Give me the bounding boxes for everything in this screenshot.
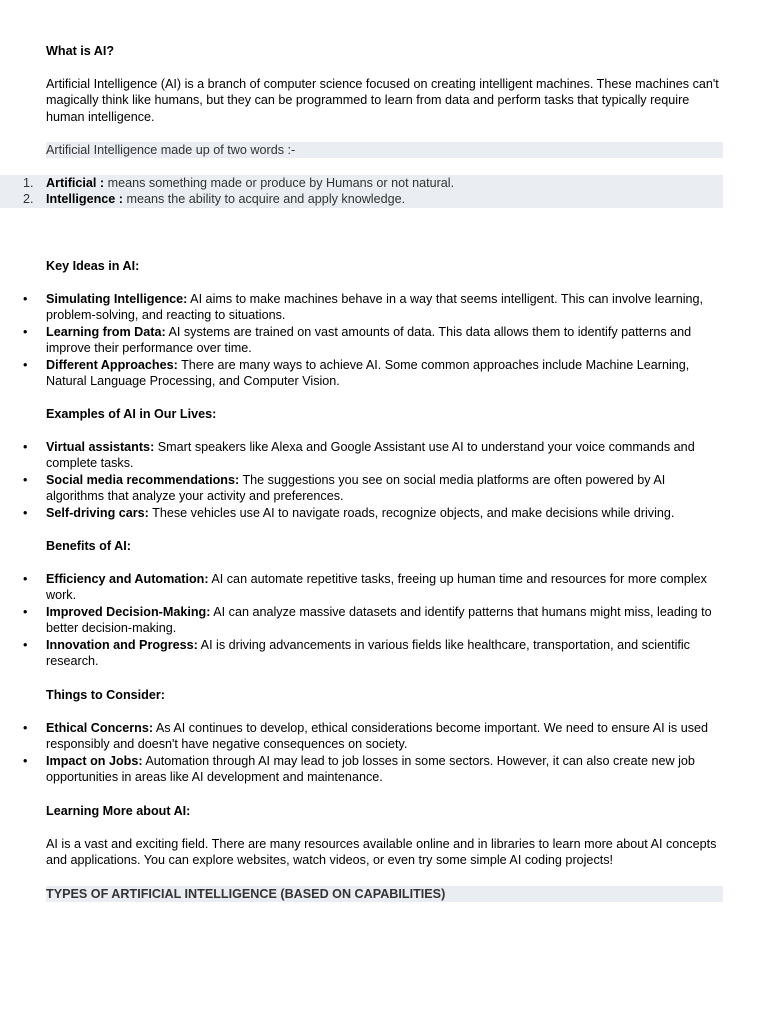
item-description: There are many ways to achieve AI. Some common approaches include Machine Learning, Natural Language Processing, and Computer Vision. bbox=[46, 357, 690, 389]
benefits-list bbox=[0, 571, 722, 669]
item-term: Social media recommendations: bbox=[46, 472, 240, 487]
benefits-heading: Benefits of AI: bbox=[46, 539, 131, 553]
list-number: 1. bbox=[23, 176, 34, 190]
types-of-ai-heading: TYPES OF ARTIFICIAL INTELLIGENCE (BASED ON CAPABILITIES) bbox=[46, 886, 723, 902]
bullet-icon: • bbox=[23, 440, 28, 454]
item-term: Impact on Jobs: bbox=[46, 753, 143, 768]
consider-heading: Things to Consider: bbox=[46, 688, 165, 702]
item-term: Learning from Data: bbox=[46, 324, 166, 339]
list-item bbox=[0, 175, 723, 191]
learning-paragraph: AI is a vast and exciting field. There are many resources available online and in libraries to learn more about AI concepts and applications. You can explore websites, watch videos, or even try some simple AI coding projects! bbox=[46, 837, 717, 868]
item-term: Ethical Concerns: bbox=[46, 721, 154, 735]
bullet-icon: • bbox=[23, 357, 28, 372]
item-description: The suggestions you see on social media platforms are often powered by AI algorithms that analyze your activity and preferences. bbox=[46, 472, 666, 504]
item-term: Virtual assistants: bbox=[46, 440, 155, 454]
item-term: Self-driving cars: bbox=[46, 505, 149, 520]
term-description: means the ability to acquire and apply knowledge. bbox=[122, 192, 406, 207]
item-description: Smart speakers like Alexa and Google Assistant use AI to understand your voice commands and complete tasks. bbox=[46, 440, 695, 471]
item-description: AI systems are trained on vast amounts of data. This data allows them to identify patterns and improve their performance over time. bbox=[46, 324, 692, 356]
list-item bbox=[0, 753, 722, 786]
key-ideas-heading: Key Ideas in AI: bbox=[46, 259, 140, 273]
bullet-icon: • bbox=[23, 324, 28, 339]
term-artificial: Artificial : bbox=[46, 176, 105, 190]
list-item bbox=[0, 324, 722, 357]
item-description: These vehicles use AI to navigate roads, recognize objects, and make decisions while driving. bbox=[148, 505, 675, 520]
item-description: AI can analyze massive datasets and identify patterns that humans might miss, leading to better decision-making. bbox=[46, 604, 712, 636]
bullet-icon: • bbox=[23, 292, 28, 306]
item-description: AI is driving advancements in various fields like healthcare, transportation, and scientific research. bbox=[46, 637, 690, 669]
list-item bbox=[0, 720, 722, 753]
item-description: AI aims to make machines behave in a way that seems intelligent. This can involve learning, problem-solving, and reacting to situations. bbox=[46, 292, 704, 323]
bullet-icon: • bbox=[23, 472, 28, 487]
list-item bbox=[0, 604, 722, 637]
bullet-icon: • bbox=[23, 604, 28, 619]
bullet-icon: • bbox=[23, 572, 28, 586]
examples-list bbox=[0, 439, 722, 521]
list-item bbox=[0, 357, 722, 390]
intro-paragraph: Artificial Intelligence (AI) is a branch of computer science focused on creating intelligent machines. These machines can't magically think like humans, but they can be programmed to learn from data and perform tasks that typically require human intelligence. bbox=[46, 77, 719, 124]
list-item bbox=[0, 637, 722, 670]
list-item bbox=[0, 505, 722, 521]
list-item bbox=[0, 571, 722, 604]
item-term: Efficiency and Automation: bbox=[46, 572, 209, 586]
learning-heading: Learning More about AI: bbox=[46, 804, 191, 818]
list-number: 2. bbox=[23, 192, 34, 207]
term-intelligence: Intelligence : bbox=[46, 192, 123, 207]
bullet-icon: • bbox=[23, 753, 28, 768]
item-term: Simulating Intelligence: bbox=[46, 292, 188, 306]
what-is-ai-heading: What is AI? bbox=[46, 44, 115, 58]
list-item bbox=[0, 472, 722, 505]
item-description: AI can automate repetitive tasks, freeing up human time and resources for more complex work. bbox=[46, 572, 707, 603]
item-term: Improved Decision-Making: bbox=[46, 604, 211, 619]
consider-list bbox=[0, 720, 722, 786]
examples-heading: Examples of AI in Our Lives: bbox=[46, 407, 217, 421]
bullet-icon: • bbox=[23, 637, 28, 652]
two-words-caption: Artificial Intelligence made up of two words :- bbox=[46, 142, 723, 158]
item-term: Different Approaches: bbox=[46, 357, 178, 372]
list-item bbox=[0, 191, 723, 207]
two-words-list bbox=[0, 175, 723, 208]
key-ideas-list bbox=[0, 291, 722, 389]
bullet-icon: • bbox=[23, 721, 28, 735]
item-term: Innovation and Progress: bbox=[46, 637, 198, 652]
bullet-icon: • bbox=[23, 505, 28, 520]
term-description: means something made or produce by Humans or not natural. bbox=[104, 176, 455, 190]
list-item bbox=[0, 291, 722, 324]
item-description: As AI continues to develop, ethical considerations become important. We need to ensure AI is used responsibly and doesn't have negative consequences on society. bbox=[46, 721, 709, 752]
list-item bbox=[0, 439, 722, 472]
item-description: Automation through AI may lead to job losses in some sectors. However, it can also create new job opportunities in areas like AI development and maintenance. bbox=[46, 753, 695, 785]
